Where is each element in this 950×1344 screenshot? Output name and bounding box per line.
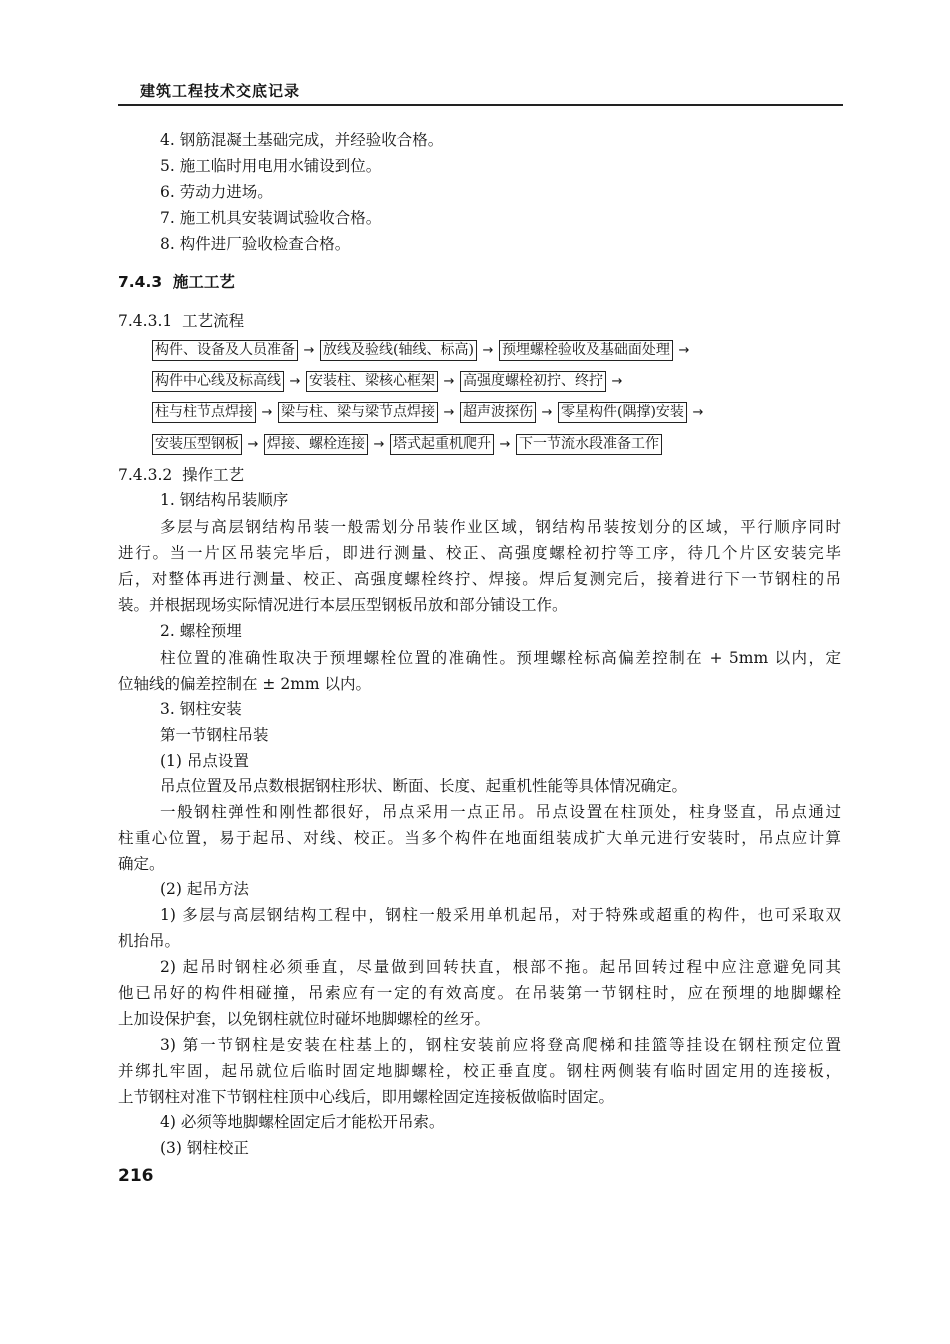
flow-row bbox=[152, 432, 662, 456]
arrow-icon: → bbox=[373, 436, 385, 452]
item-heading: (1) 吊点设置 bbox=[160, 752, 249, 770]
flow-step: 预埋螺栓验收及基础面处理 bbox=[499, 340, 673, 361]
flow-row bbox=[152, 338, 695, 362]
page-number: 216 bbox=[118, 1166, 154, 1186]
paragraph-line: 进行。当一片区吊装完毕后，即进行测量、校正、高强度螺栓初拧等工序，待几个片区安装完毕 bbox=[118, 544, 841, 562]
paragraph-line: 机抬吊。 bbox=[118, 932, 181, 950]
list-item: 7. 施工机具安装调试验收合格。 bbox=[160, 209, 382, 227]
flow-step: 构件、设备及人员准备 bbox=[152, 340, 298, 361]
item-heading: 3. 钢柱安装 bbox=[160, 700, 242, 718]
item-heading: (2) 起吊方法 bbox=[160, 880, 249, 898]
subsection-heading: 7.4.3.2 操作工艺 bbox=[118, 466, 245, 484]
list-item: 5. 施工临时用电用水铺设到位。 bbox=[160, 157, 382, 175]
flow-step: 构件中心线及标高线 bbox=[152, 371, 284, 392]
running-header: 建筑工程技术交底记录 bbox=[140, 82, 301, 100]
arrow-icon: → bbox=[499, 436, 511, 452]
flow-step: 零星构件(隅撑)安装 bbox=[558, 402, 687, 423]
list-item: 4. 钢筋混凝土基础完成，并经验收合格。 bbox=[160, 131, 444, 149]
arrow-icon: → bbox=[611, 373, 623, 389]
arrow-icon: → bbox=[678, 342, 690, 358]
flow-step: 高强度螺栓初拧、终拧 bbox=[460, 371, 606, 392]
paragraph-line: 3) 第一节钢柱是安装在柱基上的，钢柱安装前应将登高爬梯和挂篮等挂设在钢柱预定位置 bbox=[160, 1036, 841, 1054]
flow-step: 超声波探伤 bbox=[460, 402, 536, 423]
paragraph-line: 并绑扎牢固，起吊就位后临时固定地脚螺栓，校正垂直度。钢柱两侧装有临时固定用的连接板， bbox=[118, 1062, 841, 1080]
arrow-icon: → bbox=[482, 342, 494, 358]
subsection-heading: 7.4.3.1 工艺流程 bbox=[118, 312, 245, 330]
list-item: 6. 劳动力进场。 bbox=[160, 183, 273, 201]
paragraph-line: 他已吊好的构件相碰撞，吊索应有一定的有效高度。在吊装第一节钢柱时，应在预埋的地脚螺栓 bbox=[118, 984, 841, 1002]
section-heading: 7.4.3 施工工艺 bbox=[118, 273, 235, 291]
list-item: 8. 构件进厂验收检查合格。 bbox=[160, 235, 351, 253]
paragraph-line: 后，对整体再进行测量、校正、高强度螺栓终拧、焊接。焊后复测完后，接着进行下一节钢柱的吊 bbox=[118, 570, 841, 588]
flow-step: 安装压型钢板 bbox=[152, 434, 242, 455]
flow-step: 梁与柱、梁与梁节点焊接 bbox=[278, 402, 438, 423]
paragraph-line: 一般钢柱弹性和刚性都很好，吊点采用一点正吊。吊点设置在柱顶处，柱身竖直，吊点通过 bbox=[160, 803, 841, 821]
flow-row bbox=[152, 369, 628, 393]
arrow-icon: → bbox=[692, 404, 704, 420]
arrow-icon: → bbox=[261, 404, 273, 420]
flow-step: 塔式起重机爬升 bbox=[390, 434, 494, 455]
paragraph-line: 上加设保护套，以免钢柱就位时碰坏地脚螺栓的丝牙。 bbox=[118, 1010, 491, 1028]
paragraph-line: 1) 多层与高层钢结构工程中，钢柱一般采用单机起吊，对于特殊或超重的构件，也可采取双 bbox=[160, 906, 841, 924]
header-rule bbox=[118, 104, 843, 106]
paragraph-line: 柱重心位置，易于起吊、对线、校正。当多个构件在地面组装成扩大单元进行安装时，吊点应计算 bbox=[118, 829, 841, 847]
flow-step: 焊接、螺栓连接 bbox=[264, 434, 368, 455]
arrow-icon: → bbox=[541, 404, 553, 420]
paragraph-line: 上节钢柱对准下节钢柱柱顶中心线后，即用螺栓固定连接板做临时固定。 bbox=[118, 1088, 615, 1106]
flow-row bbox=[152, 400, 709, 424]
flow-step: 安装柱、梁核心框架 bbox=[306, 371, 438, 392]
arrow-icon: → bbox=[247, 436, 259, 452]
paragraph-line: 吊点位置及吊点数根据钢柱形状、断面、长度、起重机性能等具体情况确定。 bbox=[160, 777, 688, 795]
paragraph-line: 装。并根据现场实际情况进行本层压型钢板吊放和部分铺设工作。 bbox=[118, 596, 568, 614]
paragraph-line: 4) 必须等地脚螺栓固定后才能松开吊索。 bbox=[160, 1113, 445, 1131]
arrow-icon: → bbox=[443, 404, 455, 420]
flow-step: 放线及验线(轴线、标高) bbox=[320, 340, 477, 361]
flow-step: 柱与柱节点焊接 bbox=[152, 402, 256, 423]
flow-step: 下一节流水段准备工作 bbox=[516, 434, 662, 455]
item-heading: 2. 螺栓预埋 bbox=[160, 622, 242, 640]
paragraph-line: 2) 起吊时钢柱必须垂直，尽量做到回转扶直，根部不拖。起吊回转过程中应注意避免同其 bbox=[160, 958, 841, 976]
paragraph-line: 多层与高层钢结构吊装一般需划分吊装作业区域，钢结构吊装按划分的区域，平行顺序同时 bbox=[160, 518, 841, 536]
item-heading: 第一节钢柱吊装 bbox=[160, 726, 269, 744]
arrow-icon: → bbox=[303, 342, 315, 358]
item-heading: (3) 钢柱校正 bbox=[160, 1139, 249, 1157]
paragraph-line: 柱位置的准确性取决于预埋螺栓位置的准确性。预埋螺栓标高偏差控制在 + 5mm 以内，定 bbox=[160, 649, 841, 667]
arrow-icon: → bbox=[289, 373, 301, 389]
item-heading: 1. 钢结构吊装顺序 bbox=[160, 491, 289, 509]
paragraph-line: 确定。 bbox=[118, 855, 165, 873]
arrow-icon: → bbox=[443, 373, 455, 389]
paragraph-line: 位轴线的偏差控制在 ± 2mm 以内。 bbox=[118, 675, 372, 693]
